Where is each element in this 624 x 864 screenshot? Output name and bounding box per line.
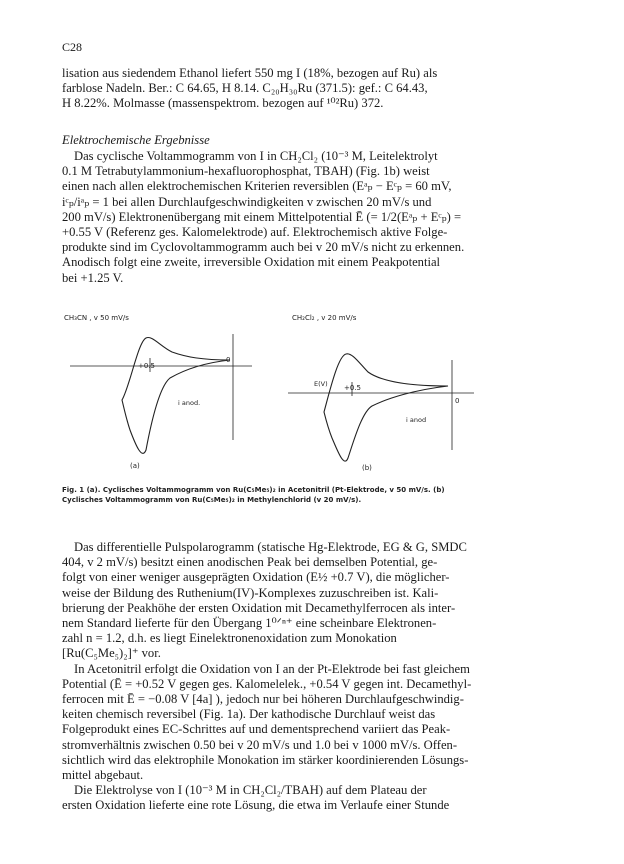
text-line: 0.1 M Tetrabutylammonium-hexafluorophosphat, TBAH) (Fig. 1b) weist — [62, 164, 430, 179]
body-paragraph — [62, 540, 562, 814]
text-line: Die Elektrolyse von I (10⁻³ M in CH₂Cl₂/TBAH) auf dem Plateau der — [74, 783, 427, 798]
voltammogram-figure — [62, 300, 562, 480]
text-line: mittel abgebaut. — [62, 768, 144, 783]
caption-line: Cyclisches Voltammogramm von Ru(C₅Me₅)₂ in Methylenchlorid (v 20 mV/s). — [62, 496, 362, 504]
text-line: folgt von einer weniger ausgeprägten Oxidation (E½ +0.7 V), die möglicher- — [62, 570, 450, 585]
text-line: ferrocen mit Ē = −0.08 V [4a] ), jedoch nur bei höheren Durchlaufgeschwindig- — [62, 692, 464, 707]
panel-a — [64, 314, 252, 470]
text-line: Folgeprodukt eines EC-Schrittes auf und dementsprechend variiert das Peak- — [62, 722, 451, 737]
panel-b-marker: +0.5 — [344, 384, 361, 392]
text-line: Anodisch folgt eine zweite, irreversible Oxidation mit einem Peakpotential — [62, 255, 441, 270]
text-line: H 8.22%. Molmasse (massenspektrom. bezogen auf ¹⁰²Ru) 372. — [62, 96, 384, 111]
panel-b-label: (b) — [362, 464, 372, 472]
text-line: Potential (Ē = +0.52 V gegen ges. Kalomelelek., +0.54 V gegen int. Decamethyl- — [62, 676, 472, 691]
text-line: ersten Oxidation lieferte eine rote Lösung, die etwa im Verlaufe einer Stunde — [62, 798, 450, 813]
panel-b — [288, 314, 474, 472]
text-line: keiten chemisch reversibel (Fig. 1a). Der kathodische Durchlauf weist das — [62, 707, 436, 722]
panel-b-zero: 0 — [455, 397, 460, 405]
text-line: 200 mV/s) Elektronenübergang mit einem Mittelpotential Ē (= 1/2(Eᵃₚ + Eᶜₚ) = — [62, 209, 462, 224]
text-line: Das cyclische Voltammogramm von I in CH₂Cl₂ (10⁻³ M, Leitelektrolyt — [74, 149, 438, 163]
text-line: stromverhältnis zwischen 0.50 bei v 20 mV/s und 1.0 bei v 1000 mV/s. Offen- — [62, 737, 458, 752]
text-line: lisation aus siedendem Ethanol liefert 550 mg I (18%, bezogen auf Ru) als — [62, 66, 438, 80]
text-line: +0.55 V (Referenz ges. Kalomelektrode) auf. Elektrochemisch aktive Folge- — [62, 225, 448, 240]
section-heading: Elektrochemische Ergebnisse — [62, 133, 210, 147]
text-line: iᶜₚ/iᵃₚ = 1 bei allen Durchlaufgeschwindigkeiten v zwischen 20 mV/s und — [62, 194, 432, 209]
panel-a-marker: +0.5 — [138, 362, 155, 370]
text-line: sichtlich wird das elektrophile Monokation im stärker koordinierenden Lösungs- — [62, 752, 469, 767]
text-line: Das differentielle Pulspolarogramm (statische Hg-Elektrode, EG & G, SMDC — [74, 540, 467, 554]
panel-a-condition: CH₃CN , v 50 mV/s — [64, 314, 129, 322]
section-paragraph — [62, 149, 562, 286]
intro-paragraph — [62, 66, 562, 112]
text-line: produkte sind im Cyclovoltammogramm auch bei v 20 mV/s nicht zu erkennen. — [62, 240, 465, 255]
text-line: farblose Nadeln. Ber.: C 64.65, H 8.14. C₂₀H₃₀Ru (371.5): gef.: C 64.43, — [62, 81, 428, 96]
figure-caption — [62, 485, 562, 505]
panel-b-axis-label: E(V) — [314, 380, 328, 388]
text-line: In Acetonitril erfolgt die Oxidation von I an der Pt-Elektrode bei fast gleichem — [74, 661, 470, 676]
page-number: C28 — [62, 40, 83, 54]
text-line: [Ru(C₅Me₅)₂]⁺ vor. — [62, 646, 161, 661]
text-line: einen nach allen elektrochemischen Kriterien reversiblen (Eᵃₚ − Eᶜₚ = 60 mV, — [62, 179, 452, 194]
panel-a-zero: 0 — [226, 356, 231, 364]
text-line: brierung der Peakhöhe der ersten Oxidation mit Decamethylferrocen als inter- — [62, 600, 456, 615]
text-line: weise der Bildung des Ruthenium(IV)-Komplexes zuzuschreiben ist. Kali- — [62, 585, 439, 600]
caption-line: Fig. 1 (a). Cyclisches Voltammogramm von Ru(C₅Me₅)₂ in Acetonitril (Pt-Elektrode, v 50 mV/s. (b) — [62, 486, 445, 494]
panel-b-condition: CH₂Cl₂ , v 20 mV/s — [292, 314, 357, 322]
text-line: nem Standard lieferte für den Übergang 1⁰ᐟⁿ⁺ eine scheinbare Elektronen- — [62, 616, 437, 631]
text-line: bei +1.25 V. — [62, 270, 124, 285]
panel-a-label: (a) — [130, 462, 140, 470]
panel-b-current-label: i anod — [406, 416, 427, 424]
panel-a-current-label: i anod. — [178, 399, 201, 407]
text-line: 404, v 2 mV/s) besitzt einen anodischen Peak bei demselben Potential, ge- — [62, 555, 438, 570]
panel-b-cv-trace — [324, 354, 448, 461]
figure-voltammograms — [62, 300, 562, 480]
panel-a-cv-trace — [122, 337, 230, 453]
text-line: zahl n = 1.2, d.h. es liegt Einelektronenoxidation zum Monokation — [62, 631, 397, 646]
